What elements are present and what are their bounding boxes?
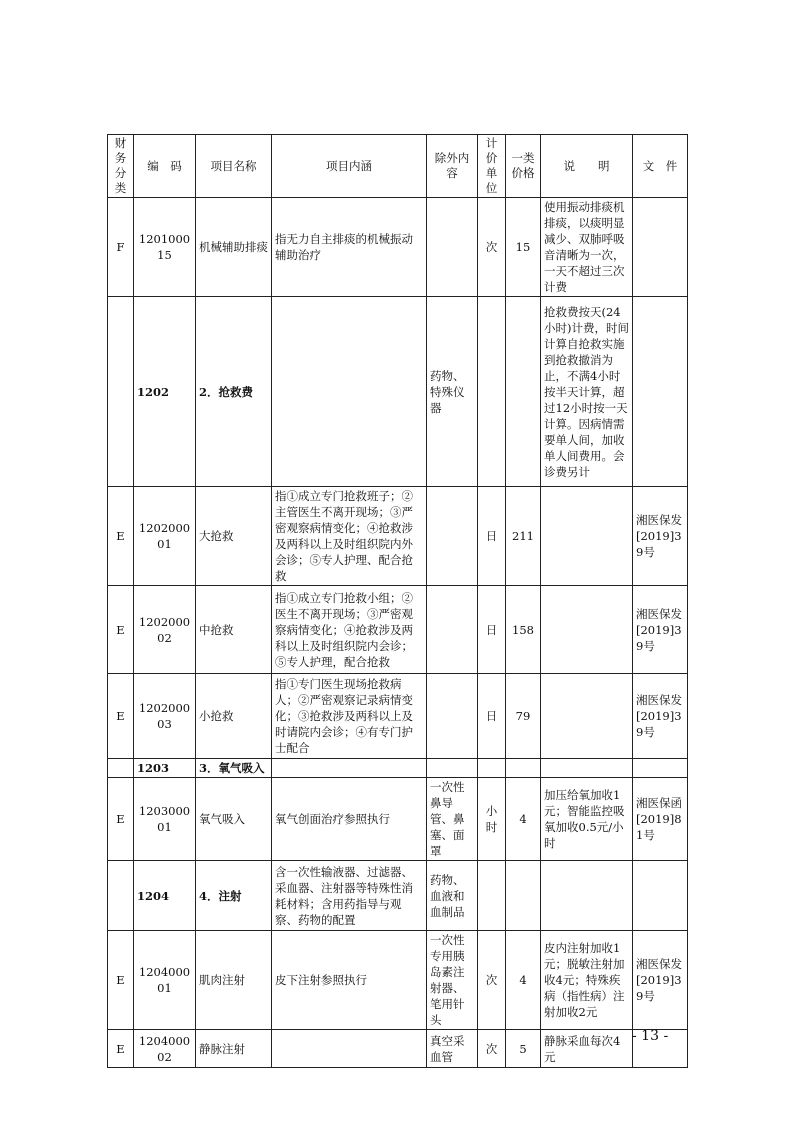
cell-price (506, 759, 541, 778)
cell-unit (478, 297, 506, 487)
cell-doc (633, 198, 688, 297)
cell-excluded (427, 586, 478, 674)
cell-category: E (108, 931, 134, 1030)
cell-price: 15 (506, 198, 541, 297)
cell-category (108, 297, 134, 487)
cell-price: 4 (506, 778, 541, 861)
cell-note (541, 759, 633, 778)
cell-category: E (108, 487, 134, 586)
cell-note (541, 674, 633, 759)
cell-content: 指①成立专门抢救小组；②医生不离开现场；③严密观察病情变化；④抢救涉及两科以上及时组织院内会诊；⑤专人护理，配合抢救 (272, 586, 427, 674)
table-row (108, 778, 688, 861)
cell-doc: 湘医保发[2019]39号 (633, 487, 688, 586)
table-row (108, 674, 688, 759)
header-code: 编 码 (134, 135, 196, 198)
cell-note: 静脉采血每次4元 (541, 1030, 633, 1068)
cell-name: 小抢救 (196, 674, 272, 759)
cell-content: 皮下注射参照执行 (272, 931, 427, 1030)
cell-code: 1203 (134, 759, 196, 778)
cell-excluded: 一次性专用胰岛素注射器、笔用针头 (427, 931, 478, 1030)
cell-name: 2．抢救费 (196, 297, 272, 487)
cell-name: 静脉注射 (196, 1030, 272, 1068)
table-row (108, 861, 688, 931)
cell-note: 加压给氧加收1元；智能监控吸氧加收0.5元/小时 (541, 778, 633, 861)
cell-price: 79 (506, 674, 541, 759)
cell-doc: 湘医保发[2019]39号 (633, 674, 688, 759)
cell-doc (633, 297, 688, 487)
cell-unit: 小时 (478, 778, 506, 861)
cell-unit: 日 (478, 487, 506, 586)
table-row (108, 931, 688, 1030)
cell-doc (633, 861, 688, 931)
cell-category (108, 861, 134, 931)
cell-code: 120200002 (134, 586, 196, 674)
cell-category: E (108, 778, 134, 861)
cell-content (272, 759, 427, 778)
cell-unit: 次 (478, 1030, 506, 1068)
cell-category: F (108, 198, 134, 297)
header-content: 项目内涵 (272, 135, 427, 198)
cell-excluded: 一次性鼻导管、鼻塞、面罩 (427, 778, 478, 861)
cell-doc (633, 759, 688, 778)
cell-excluded (427, 674, 478, 759)
cell-content: 指①成立专门抢救班子；②主管医生不离开现场；③严密观察病情变化；④抢救涉及两科以上及时组织院内外会诊；⑤专人护理、配合抢救 (272, 487, 427, 586)
table-row (108, 1030, 688, 1068)
cell-code: 120100015 (134, 198, 196, 297)
cell-name: 肌肉注射 (196, 931, 272, 1030)
cell-excluded (427, 487, 478, 586)
cell-code: 120400002 (134, 1030, 196, 1068)
cell-category (108, 759, 134, 778)
cell-code: 1202 (134, 297, 196, 487)
cell-content: 氧气创面治疗参照执行 (272, 778, 427, 861)
cell-price (506, 861, 541, 931)
cell-name: 4．注射 (196, 861, 272, 931)
cell-note: 使用振动排痰机排痰，以痰明显减少、双肺呼吸音清晰为一次，一天不超过三次计费 (541, 198, 633, 297)
cell-note (541, 861, 633, 931)
cell-content (272, 297, 427, 487)
cell-price (506, 297, 541, 487)
table-row (108, 487, 688, 586)
cell-category: E (108, 586, 134, 674)
cell-code: 120200003 (134, 674, 196, 759)
cell-unit: 次 (478, 931, 506, 1030)
header-row (108, 135, 688, 198)
cell-note: 抢救费按天(24小时)计费，时间计算自抢救实施到抢救撤消为止，不满4小时按半天计算，超过12小时按一天计算。因病情需要单人间，加收单人间费用。会诊费另计 (541, 297, 633, 487)
header-unit: 计价单位 (478, 135, 506, 198)
page-number: - 13 - (632, 1028, 669, 1044)
cell-name: 中抢救 (196, 586, 272, 674)
table-row (108, 759, 688, 778)
cell-unit: 日 (478, 674, 506, 759)
table-row (108, 198, 688, 297)
cell-name: 机械辅助排痰 (196, 198, 272, 297)
cell-content: 指无力自主排痰的机械振动辅助治疗 (272, 198, 427, 297)
cell-name: 3．氧气吸入 (196, 759, 272, 778)
cell-code: 120400001 (134, 931, 196, 1030)
cell-category: E (108, 1030, 134, 1068)
cell-price: 211 (506, 487, 541, 586)
cell-doc: 湘医保发[2019]39号 (633, 586, 688, 674)
cell-note (541, 487, 633, 586)
header-name: 项目名称 (196, 135, 272, 198)
cell-excluded: 药物、血液和血制品 (427, 861, 478, 931)
cell-excluded: 真空采血管 (427, 1030, 478, 1068)
cell-content: 含一次性输液器、过滤器、采血器、注射器等特殊性消耗材料；含用药指导与观察、药物的配置 (272, 861, 427, 931)
header-excluded: 除外内容 (427, 135, 478, 198)
cell-excluded (427, 198, 478, 297)
fee-table (107, 134, 688, 1068)
header-note: 说 明 (541, 135, 633, 198)
cell-code: 120300001 (134, 778, 196, 861)
cell-content: 指①专门医生现场抢救病人；②严密观察记录病情变化；③抢救涉及两科以上及时请院内会诊；④有专门护士配合 (272, 674, 427, 759)
cell-unit: 次 (478, 198, 506, 297)
cell-unit (478, 861, 506, 931)
cell-doc: 湘医保发[2019]39号 (633, 931, 688, 1030)
cell-note (541, 586, 633, 674)
header-category: 财务分类 (108, 135, 134, 198)
cell-note: 皮内注射加收1元；脱敏注射加收4元；特殊疾病（指性病）注射加收2元 (541, 931, 633, 1030)
cell-unit: 日 (478, 586, 506, 674)
cell-content (272, 1030, 427, 1068)
table-row (108, 297, 688, 487)
cell-price: 4 (506, 931, 541, 1030)
header-doc: 文 件 (633, 135, 688, 198)
cell-excluded (427, 759, 478, 778)
cell-name: 氧气吸入 (196, 778, 272, 861)
cell-unit (478, 759, 506, 778)
cell-doc: 湘医保函[2019]81号 (633, 778, 688, 861)
cell-category: E (108, 674, 134, 759)
cell-name: 大抢救 (196, 487, 272, 586)
cell-excluded: 药物、特殊仪器 (427, 297, 478, 487)
cell-price: 158 (506, 586, 541, 674)
header-price: 一类价格 (506, 135, 541, 198)
cell-code: 120200001 (134, 487, 196, 586)
table-row (108, 586, 688, 674)
cell-code: 1204 (134, 861, 196, 931)
cell-price: 5 (506, 1030, 541, 1068)
